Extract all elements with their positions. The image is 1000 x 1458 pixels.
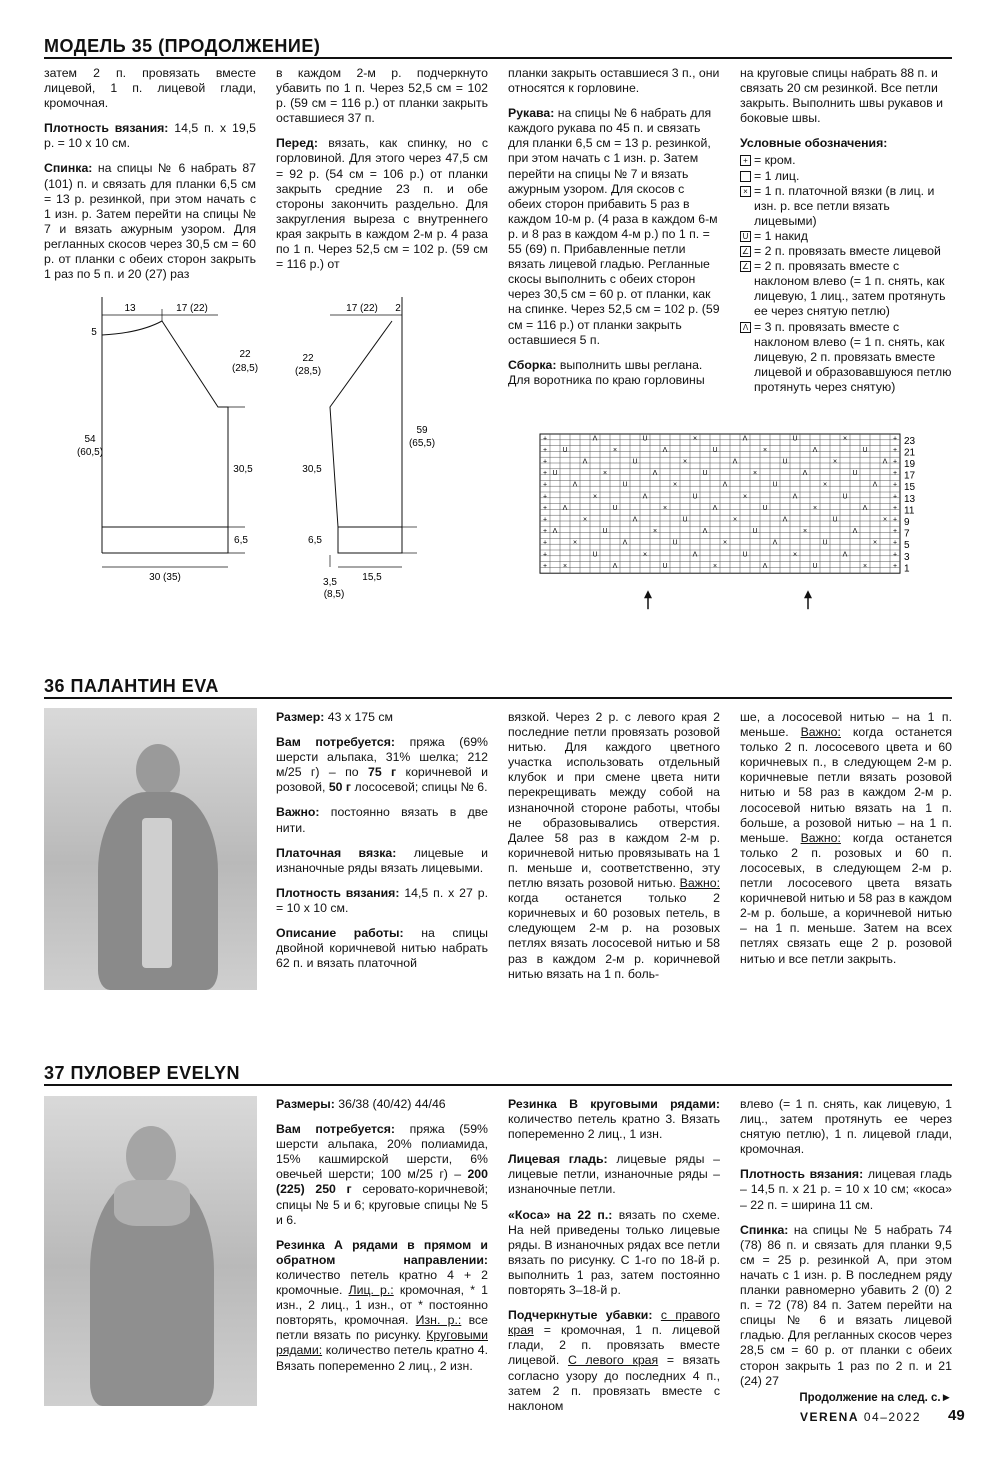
assembly-paragraph: Сборка: выполнить швы реглана. Для воротника по краю горловины [508,357,705,387]
dim-label: 5 [91,327,97,338]
chart-stitch-symbol: Λ [642,493,648,501]
chart-stitch-symbol: × [672,481,678,489]
body-text: планки закрыть оставшиеся 3 п., они относятся к горловине. [508,66,720,96]
important-paragraph: Важно: постоянно вязать в две нити. [276,805,488,835]
dim-label: (60,5) [76,447,104,458]
legend-item [740,229,952,244]
chart-stitch-symbol: × [832,458,838,466]
chart-row-number: 19 [904,459,916,470]
gauge-paragraph: Плотность вязания: лицевая гладь – 14,5 п. х 21 р. = 10 х 10 см; «коса» – 22 п. = ширина 11 см. [740,1167,952,1212]
chart-stitch-symbol: Λ [592,435,598,443]
chart-stitch-symbol: Λ [612,562,618,570]
body-text: ше, а лососевой нитью – на 1 п. меньше. Важно: когда останется только 2 п. лососевого цвета и 60 коричневых п., в следующем 2-м р. коричневые петли вязать розовой нитью и 58 раз в каждом 2-м р. лососевой нитью вязать на 1 п. больше, а розовой нитью – на 1 п. меньше. Важно: когда останется только 2 п. розовых и 60 п. лососевых, в следующем 2-м р. петли лососевого цвета вязать коричневой нитью и 58 раз в каждом 2-м р. больше, а коричневой нитью – на 1 п. меньше. Затем на всех петлях связать еще 2 р. розовой нитью и все петли закрыть. [740,710,953,966]
back-paragraph: Спинка: на спицы № 6 набрать 87 (101) п. и связать для планки 6,5 см = 13 р. резинкой, при этом начать с 1 изн. р. Затем перейти на спицы № 7 и вязать ажурным узором. Для регланных скосов через 30,5 см = 60 р. от планки с обеих сторон закрыть 1 раз по 5 п. и 20 (27) раз [44,161,256,282]
chart-row-number: 17 [904,470,916,482]
stitch-symbol-icon: + [740,155,751,166]
model35-column-4 [740,66,952,395]
chart-stitch-symbol: Λ [662,446,668,454]
chart-stitch-symbol: + [892,562,898,570]
chart-stitch-symbol: + [892,435,898,443]
chart-row-number: 23 [904,435,916,447]
chart-stitch-symbol: Λ [572,481,578,489]
chart-row-number: 11 [904,505,915,517]
chart-stitch-symbol: U [682,516,688,524]
legend-text: = 1 лиц. [754,168,800,183]
chart-stitch-symbol: + [892,539,898,547]
continued-note: Продолжение на след. с.► [799,1391,952,1404]
model36-header: 36 ПАЛАНТИН EVA [44,676,219,696]
chart-stitch-symbol: Λ [762,562,768,570]
legend-text: = 2 п. провязать вместе лицевой [754,244,941,259]
chart-stitch-symbol: + [542,470,548,478]
body-text: вязкой. Через 2 р. с левого края 2 последние петли провязать розовой нитью. Для каждого цветного участка использовать отдельный клубок и при смене цвета нити перекрещивать между собой на изнаночной стороне работы, чтобы не образовывались отверстия. Далее 58 раз в каждом 2-м р. коричневой нитью провязывать на 1 п. меньше и, соответственно, эту петлю вязать розовой нитью. Важно: когда останется только 2 коричневых и 60 розовых петель, в следующем 2-м р. на розовых петлях вязать лососевой нитью и 58 раз в каждом 2-м р. коричневой нитью вязать на 1 п. боль- [508,710,720,981]
chart-stitch-symbol: Λ [742,435,748,443]
legend-item [740,259,952,319]
page-number: 49 [948,1407,965,1424]
chart-stitch-symbol: U [602,528,608,536]
materials-paragraph: Вам потребуется: пряжа (69% шерсти альпака, 31% шелка; 212 м/25 г) – по 75 г коричневой и розовой, 50 г лососевой; спицы № 6. [276,735,489,795]
chart-stitch-symbol: + [542,458,548,466]
chart-stitch-symbol: Λ [652,470,658,478]
section-divider [44,697,952,699]
chart-stitch-symbol: U [742,551,748,559]
model37-column-3 [740,1097,952,1406]
chart-stitch-symbol: U [702,470,708,478]
stitch-symbol-icon: × [740,186,751,197]
dim-label: 13 [124,303,136,314]
chart-stitch-symbol: U [822,539,828,547]
dim-label: (28,5) [294,366,322,377]
chart-stitch-symbol: U [812,562,818,570]
gauge-paragraph: Плотность вязания: 14,5 п. х 19,5 р. = 10 х 10 см. [44,121,256,151]
dim-label: 22 [302,353,314,364]
chart-stitch-symbol: U [662,562,668,570]
decreases-paragraph: Подчеркнутые убавки: с правого края = кромочная, 1 п. лицевой глади, 2 п. провязать вместе лицевой. С левого края = вязать согласно узору до последних 4 п., затем 2 п. провязать вместе с наклоном [508,1308,720,1413]
chart-stitch-symbol: × [722,539,728,547]
dim-label: 30,5 [233,464,253,475]
chart-stitch-symbol: Λ [622,539,628,547]
stitch-symbol-icon: ∠ [741,247,750,257]
front-paragraph: Перед: вязать, как спинку, но с горловиной. Для этого через 47,5 см = 92 р. (54 см = 106 р.) от планки закрыть средние 23 п. и обе стороны закончить раздельно. Для закругления выреза с внутреннего края закрыть в каждом 2-м р. 4 раза по 1 п. Через 52,5 см = 102 р. (59 см = 116 р.) от [276,136,488,272]
back-schematic [76,295,260,605]
chart-stitch-symbol: Λ [852,528,858,536]
dim-label: 15,5 [362,572,382,583]
chart-row-number: 21 [904,447,916,459]
chart-stitch-symbol: Λ [732,458,738,466]
stitch-symbol-icon: ∠ [741,262,750,272]
repeat-arrow-head-icon [644,590,652,598]
dim-label: 6,5 [308,535,322,546]
legend-title: Условные обозначения: [740,136,888,151]
chart-stitch-symbol: Λ [562,504,568,512]
description-paragraph: Описание работы: на спицы двойной коричневой нитью набрать 62 п. и вязать платочной [276,926,488,971]
chart-stitch-symbol: × [792,551,798,559]
chart-legend [740,153,952,395]
model37-column-2 [508,1097,720,1424]
chart-stitch-symbol: U [862,446,868,454]
model35-column-3 [508,66,720,398]
legend-item [740,153,952,168]
chart-row-number: 15 [904,482,916,494]
chart-stitch-symbol: Λ [552,528,558,536]
dim-label: (65,5) [408,438,436,449]
chart-stitch-symbol: × [612,446,618,454]
chart-stitch-symbol: × [842,435,848,443]
chart-stitch-symbol: Λ [692,551,698,559]
chart-stitch-symbol: U [592,551,598,559]
stitch-symbol-icon: U [740,231,751,242]
chart-stitch-symbol: + [542,528,548,536]
chart-row-number: 9 [904,517,910,528]
section-divider [44,1084,952,1086]
model36-column-3 [740,710,952,977]
chart-stitch-symbol: U [712,446,718,454]
chart-stitch-symbol: + [542,551,548,559]
woman-in-hat-photo [44,708,257,990]
chart-stitch-symbol: Λ [782,516,788,524]
section-divider [44,57,952,59]
stitch-symbol-icon [740,171,751,182]
chart-stitch-symbol: + [892,481,898,489]
stitch-symbol-icon: Λ [740,322,751,333]
chart-stitch-symbol: × [882,516,888,524]
chart-stitch-symbol: × [582,516,588,524]
chart-stitch-symbol: + [892,458,898,466]
model37-column-1 [276,1097,488,1384]
chart-stitch-symbol: Λ [792,493,798,501]
legend-text: = 1 накид [754,228,808,243]
chart-stitch-symbol: U [692,493,698,501]
dim-label: 59 [416,425,428,436]
chart-stitch-symbol: × [862,562,868,570]
chart-stitch-symbol: U [622,481,628,489]
chart-stitch-symbol: × [802,528,808,536]
chart-stitch-symbol: + [542,481,548,489]
legend-text: = 3 п. провязать вместе с наклоном влево (= 1 п. снять, как лицевую, 2 п. провязать вместе лицевой и образовавшуюся петлю протянуть через снятую) [754,319,952,394]
stockinette-paragraph: Лицевая гладь: лицевые ряды – лицевые петли, изнаночные ряды – изнаночные петли. [508,1152,720,1197]
dim-label: 3,5 [323,577,337,588]
back-paragraph: Спинка: на спицы № 5 набрать 74 (78) 86 п. и связать для планки 9,5 см = 25 р. резинкой А, при этом начать с 1 изн. р. В последнем ряду планки равномерно убавить 2 (0) 2 п. = 72 (78) 84 п. Затем перейти на спицы № 6 и вязать лицевой гладью. Для регланных скосов через 28,5 см = 60 р. от планки с обеих сторон закрыть 1 раз по 2 п. и 21 (24) 27 [740,1222,952,1388]
chart-stitch-symbol: U [842,493,848,501]
chart-stitch-symbol: U [792,435,798,443]
chart-row-number: 3 [904,551,910,563]
woman-in-sweater-photo [44,1096,257,1406]
chart-stitch-symbol: Λ [862,504,868,512]
chart-stitch-symbol: + [542,493,548,501]
model37-header: 37 ПУЛОВЕР EVELYN [44,1063,240,1083]
chart-stitch-symbol: × [822,481,828,489]
chart-stitch-symbol: U [632,458,638,466]
model36-column-2 [508,710,720,992]
body-text: затем 2 п. провязать вместе лицевой, 1 п. лицевой глади, кромочная. [44,66,256,111]
chart-stitch-symbol: + [892,470,898,478]
dim-label: (8,5) [323,589,345,600]
legend-text: = кром. [754,153,796,168]
chart-stitch-symbol: × [712,562,718,570]
chart-stitch-symbol: + [892,493,898,501]
chart-stitch-symbol: U [672,539,678,547]
body-text: влево (= 1 п. снять, как лицевую, 1 лиц., затем протянуть ее через снятую петлю), 1 п. лицевой глади, кромочная. [740,1097,952,1157]
rib-b-paragraph: Резинка В круговыми рядами: количество петель кратно 3. Вязать попеременно 2 лиц., 1 изн. [508,1097,720,1142]
chart-stitch-symbol: × [692,435,698,443]
chart-stitch-symbol: U [752,528,758,536]
chart-stitch-symbol: Λ [632,516,638,524]
stitch-chart [538,432,928,602]
chart-stitch-symbol: × [652,528,658,536]
repeat-arrow-head-icon [804,590,812,598]
chart-stitch-symbol: + [892,504,898,512]
chart-stitch-symbol: + [892,446,898,454]
chart-stitch-symbol: Λ [872,481,878,489]
chart-stitch-symbol: × [812,504,818,512]
dim-label: 30,5 [302,464,322,475]
size-paragraph: Размер: 43 х 175 см [276,710,394,724]
model35-column-1 [44,66,256,292]
legend-item [740,184,952,229]
chart-stitch-symbol: Λ [812,446,818,454]
chart-stitch-symbol: Λ [772,539,778,547]
chart-stitch-symbol: + [542,539,548,547]
model35-column-2 [276,66,488,282]
chart-stitch-symbol: × [562,562,568,570]
chart-stitch-symbol: U [612,504,618,512]
chart-row-number: 7 [904,528,910,540]
dim-label: 17 (22) [346,303,378,314]
stitch-paragraph: Платочная вязка: лицевые и изнаночные ряды вязать лицевыми. [276,845,489,875]
chart-stitch-symbol: U [762,504,768,512]
chart-stitch-symbol: + [542,504,548,512]
chart-stitch-symbol: U [782,458,788,466]
chart-stitch-symbol: × [602,470,608,478]
sleeve-schematic [290,295,450,605]
legend-text: = 1 п. платочной вязки (в лиц. и изн. р. все петли вязать лицевыми) [754,183,935,228]
chart-stitch-symbol: Λ [842,551,848,559]
chart-row-number: 5 [904,540,910,552]
chart-stitch-symbol: × [682,458,688,466]
chart-stitch-symbol: × [572,539,578,547]
chart-stitch-symbol: + [892,551,898,559]
footer-magazine: VERENA 04–2022 [800,1410,922,1424]
dim-label: 17 (22) [176,303,208,314]
chart-stitch-symbol: + [542,516,548,524]
dim-label: (28,5) [231,363,259,374]
dim-label: 54 [84,434,96,445]
chart-stitch-symbol: U [642,435,648,443]
chart-stitch-symbol: + [542,446,548,454]
chart-stitch-symbol: + [892,528,898,536]
chart-stitch-symbol: Λ [722,481,728,489]
chart-stitch-symbol: + [542,435,548,443]
chart-stitch-symbol: × [592,493,598,501]
chart-stitch-symbol: × [752,470,758,478]
body-text: на круговые спицы набрать 88 п. и связать 20 см резинкой. Все петли закрыть. Выполнить швы рукавов и боковые швы. [740,66,944,126]
dim-label: 30 (35) [149,572,181,583]
legend-text: = 2 п. провязать вместе с наклоном влево (= 1 п. снять, как лицевую, 1 лиц., затем протянуть ее через снятую петлю) [754,259,946,319]
model36-column-1 [276,710,488,981]
rib-a-paragraph: Резинка А рядами в прямом и обратном направлении: количество петель кратно 4 + 2 кромочные. Лиц. р.: кромочная, * 1 изн., 2 лиц., 1 изн., от * постоянно повторять, кромочная. Изн. р.: все петли вязать по рисунку. Круговыми рядами: количество петель кратно 4. Вязать попеременно 2 лиц., 2 изн. [276,1237,488,1373]
chart-stitch-symbol: U [832,516,838,524]
model35-header: МОДЕЛЬ 35 (ПРОДОЛЖЕНИЕ) [44,36,321,56]
chart-stitch-symbol: U [772,481,778,489]
materials-paragraph: Вам потребуется: пряжа (59% шерсти альпака, 20% полиамида, 15% кашмирской шерсти, 6% овечьей шерсти; 100 м/25 г) – 200 (225) 250 г серовато-коричневой; спицы № 5 и 6; круговые спицы № 5 и 6. [276,1122,489,1227]
sizes-paragraph: Размеры: 36/38 (40/42) 44/46 [276,1097,446,1111]
chart-stitch-symbol: × [762,446,768,454]
chart-stitch-symbol: × [642,551,648,559]
dim-label: 22 [239,349,251,360]
chart-stitch-symbol: U [562,446,568,454]
chart-stitch-symbol: × [742,493,748,501]
cable-paragraph: «Коса» на 22 п.: вязать по схеме. На ней приведены только лицевые ряды. В изнаночных рядах все петли вязать по рисунку. С 1-го по 18-й р. выполнить 1 раз, затем постоянно повторять 3–18-й р. [508,1207,720,1298]
legend-item [740,320,952,395]
chart-stitch-symbol: U [552,470,558,478]
gauge-paragraph: Плотность вязания: 14,5 п. х 27 р. = 10 х 10 см. [276,885,488,915]
chart-stitch-symbol: Λ [712,504,718,512]
chart-stitch-symbol: × [872,539,878,547]
body-text: в каждом 2-м р. подчеркнуто убавить по 1 п. Через 52,5 см = 102 р. (59 см = 116 р.) от планки закрыть оставшиеся 37 п. [276,66,488,126]
dim-label: 2 [395,303,401,314]
chart-row-number: 1 [904,563,910,575]
chart-stitch-symbol: Λ [802,470,808,478]
chart-stitch-symbol: Λ [702,528,708,536]
chart-row-number: 13 [904,493,916,505]
dim-label: 6,5 [234,535,248,546]
chart-stitch-symbol: U [852,470,858,478]
chart-stitch-symbol: × [732,516,738,524]
legend-item [740,169,952,184]
chart-stitch-symbol: Λ [582,458,588,466]
legend-item [740,244,952,259]
sleeves-paragraph: Рукава: на спицы № 6 набрать для каждого рукава по 45 п. и связать для планки 6,5 см = 13 р. резинкой, при этом начать с 1 изн. р. Затем перейти на спицы № 7 и вязать ажурным узором. Для скосов с обеих сторон прибавить 5 раз в каждом 10-м р. (4 раза в каждом 6-м р. и 8 раз в каждом 4-м р.) по 1 п. = 55 (69) п. Прибавленные петли вязать лицевой гладью. Регланные скосы выполнить с обеих сторон через 30,5 см = 60 р. от планки, как на спинке. Через 52,5 см = 102 р. (59 см = 116 р.) от планки закрыть оставшиеся 5 п. [508,106,720,347]
chart-stitch-symbol: + [542,562,548,570]
chart-stitch-symbol: × [662,504,668,512]
chart-stitch-symbol: + [892,516,898,524]
chart-stitch-symbol: Λ [882,458,888,466]
